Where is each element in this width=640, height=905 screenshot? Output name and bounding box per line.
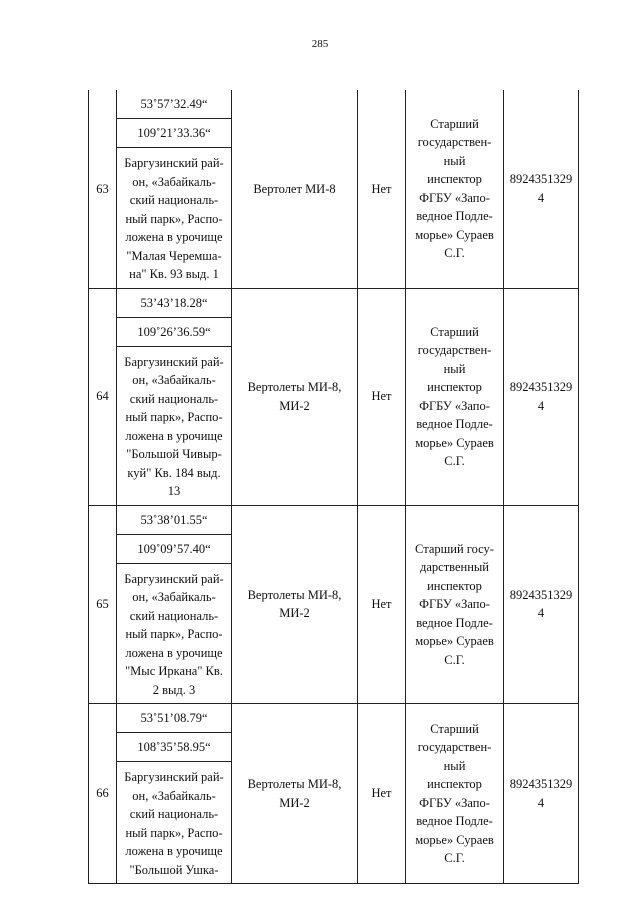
- location-line: куй" Кв. 184 выд.: [127, 465, 221, 480]
- inspector-line: ведное Подле-: [416, 814, 493, 828]
- availability-flag: Нет: [358, 505, 406, 704]
- aircraft-type: Вертолеты МИ-8, МИ-2: [232, 704, 358, 884]
- inspector-line: ведное Подле-: [416, 417, 493, 431]
- table-row: [89, 90, 579, 288]
- inspector-line: государствен-: [417, 740, 492, 754]
- inspector-line: морье» Сураев: [415, 634, 494, 648]
- location-line: "Большой Ушка-: [129, 862, 219, 877]
- contact-phone: 89243513294: [504, 288, 579, 505]
- availability-flag: Нет: [358, 90, 406, 288]
- contact-phone: 89243513294: [504, 90, 579, 288]
- inspector-line: ный: [443, 758, 466, 773]
- location-line: ский националь-: [129, 807, 219, 821]
- inspector-line: инспектор: [427, 172, 482, 187]
- helipad-table: [88, 90, 579, 884]
- location-line: он, «Забайкаль-: [132, 174, 216, 189]
- inspector-line: морье» Сураев: [415, 435, 494, 450]
- longitude: 108˚35’58.95“: [117, 733, 231, 762]
- contact-phone: 89243513294: [504, 505, 579, 704]
- inspector-line: морье» Сураев: [415, 227, 494, 242]
- location-line: Баргузинский рай-: [124, 571, 224, 586]
- location-line: Баргузинский рай-: [124, 156, 224, 170]
- location-line: ный парк», Распо-: [125, 825, 223, 840]
- inspector-line: Старший: [430, 324, 479, 339]
- responsible-inspector: [406, 505, 504, 704]
- inspector-line: ведное Подле-: [416, 615, 493, 630]
- inspector-line: государствен-: [417, 135, 492, 150]
- aircraft-type: Вертолеты МИ-8, МИ-2: [232, 505, 358, 704]
- inspector-line: ведное Подле-: [416, 209, 493, 224]
- table-row: [89, 704, 579, 884]
- row-number: 66: [89, 704, 117, 884]
- location-line: ский националь-: [129, 608, 219, 623]
- latitude: 53˚38’01.55“: [117, 506, 231, 535]
- latitude: 53’43’18.28“: [117, 289, 231, 318]
- location-description: [117, 347, 231, 505]
- aircraft-type: Вертолет МИ-8: [232, 90, 358, 288]
- longitude: 109˚09’57.40“: [117, 535, 231, 564]
- table-row: [89, 288, 579, 505]
- inspector-line: С.Г.: [444, 652, 465, 667]
- row-number: 64: [89, 288, 117, 505]
- inspector-line: Старший госу-: [415, 541, 494, 556]
- inspector-line: Старший: [430, 116, 479, 131]
- contact-phone: 89243513294: [504, 704, 579, 884]
- page-number: 285: [311, 38, 329, 50]
- inspector-line: инспектор: [427, 380, 482, 394]
- location-line: "Большой Чивыр-: [126, 447, 222, 461]
- responsible-inspector: [406, 90, 504, 288]
- latitude: 53˚57’32.49“: [117, 90, 231, 119]
- latitude: 53˚51’08.79“: [117, 704, 231, 733]
- aircraft-type: Вертолеты МИ-8, МИ-2: [232, 288, 358, 505]
- inspector-line: инспектор: [427, 578, 482, 593]
- location-cell: [117, 288, 232, 505]
- location-line: "Мыс Иркана" Кв.: [125, 664, 223, 678]
- location-line: ложена в урочище: [125, 230, 223, 244]
- location-line: Баргузинский рай-: [124, 770, 224, 784]
- inspector-line: ФГБУ «Запо-: [419, 190, 490, 205]
- location-line: ный парк», Распо-: [125, 410, 223, 424]
- inspector-line: инспектор: [427, 777, 482, 791]
- location-line: 13: [167, 484, 181, 498]
- location-line: он, «Забайкаль-: [132, 590, 216, 604]
- location-line: ный парк», Распо-: [125, 211, 223, 226]
- row-number: 65: [89, 505, 117, 704]
- location-cell: [117, 704, 232, 884]
- location-line: ский националь-: [129, 391, 219, 406]
- location-line: он, «Забайкаль-: [132, 788, 216, 803]
- inspector-line: ФГБУ «Запо-: [419, 398, 490, 413]
- longitude: 109˚26’36.59“: [117, 318, 231, 347]
- longitude: 109˚21’33.36“: [117, 119, 231, 148]
- location-cell: [117, 505, 232, 704]
- location-description: [117, 148, 231, 288]
- table-row: [89, 505, 579, 704]
- inspector-line: государствен-: [417, 343, 492, 357]
- location-line: ный парк», Распо-: [125, 627, 223, 641]
- inspector-line: С.Г.: [444, 454, 465, 468]
- location-line: ский националь-: [129, 193, 219, 207]
- inspector-line: С.Г.: [444, 851, 465, 865]
- location-description: [117, 762, 231, 883]
- inspector-line: Старший: [430, 721, 479, 736]
- inspector-line: ный: [443, 361, 466, 376]
- location-line: 2 выд. 3: [152, 682, 196, 697]
- availability-flag: Нет: [358, 288, 406, 505]
- responsible-inspector: [406, 704, 504, 884]
- location-line: "Малая Черемша-: [126, 248, 222, 263]
- location-line: он, «Забайкаль-: [132, 373, 216, 387]
- inspector-line: С.Г.: [444, 246, 465, 261]
- inspector-line: ФГБУ «Запо-: [419, 597, 490, 611]
- inspector-line: ФГБУ «Запо-: [419, 795, 490, 810]
- location-line: на" Кв. 93 выд. 1: [129, 267, 219, 281]
- row-number: 63: [89, 90, 117, 288]
- location-cell: [117, 90, 232, 288]
- location-description: [117, 564, 231, 704]
- location-line: Баргузинский рай-: [124, 354, 224, 369]
- availability-flag: Нет: [358, 704, 406, 884]
- inspector-line: дарственный: [419, 560, 489, 574]
- location-line: ложена в урочище: [125, 645, 223, 660]
- responsible-inspector: [406, 288, 504, 505]
- location-line: ложена в урочище: [125, 844, 223, 858]
- location-line: ложена в урочище: [125, 428, 223, 443]
- inspector-line: ный: [443, 153, 466, 168]
- inspector-line: морье» Сураев: [415, 832, 494, 847]
